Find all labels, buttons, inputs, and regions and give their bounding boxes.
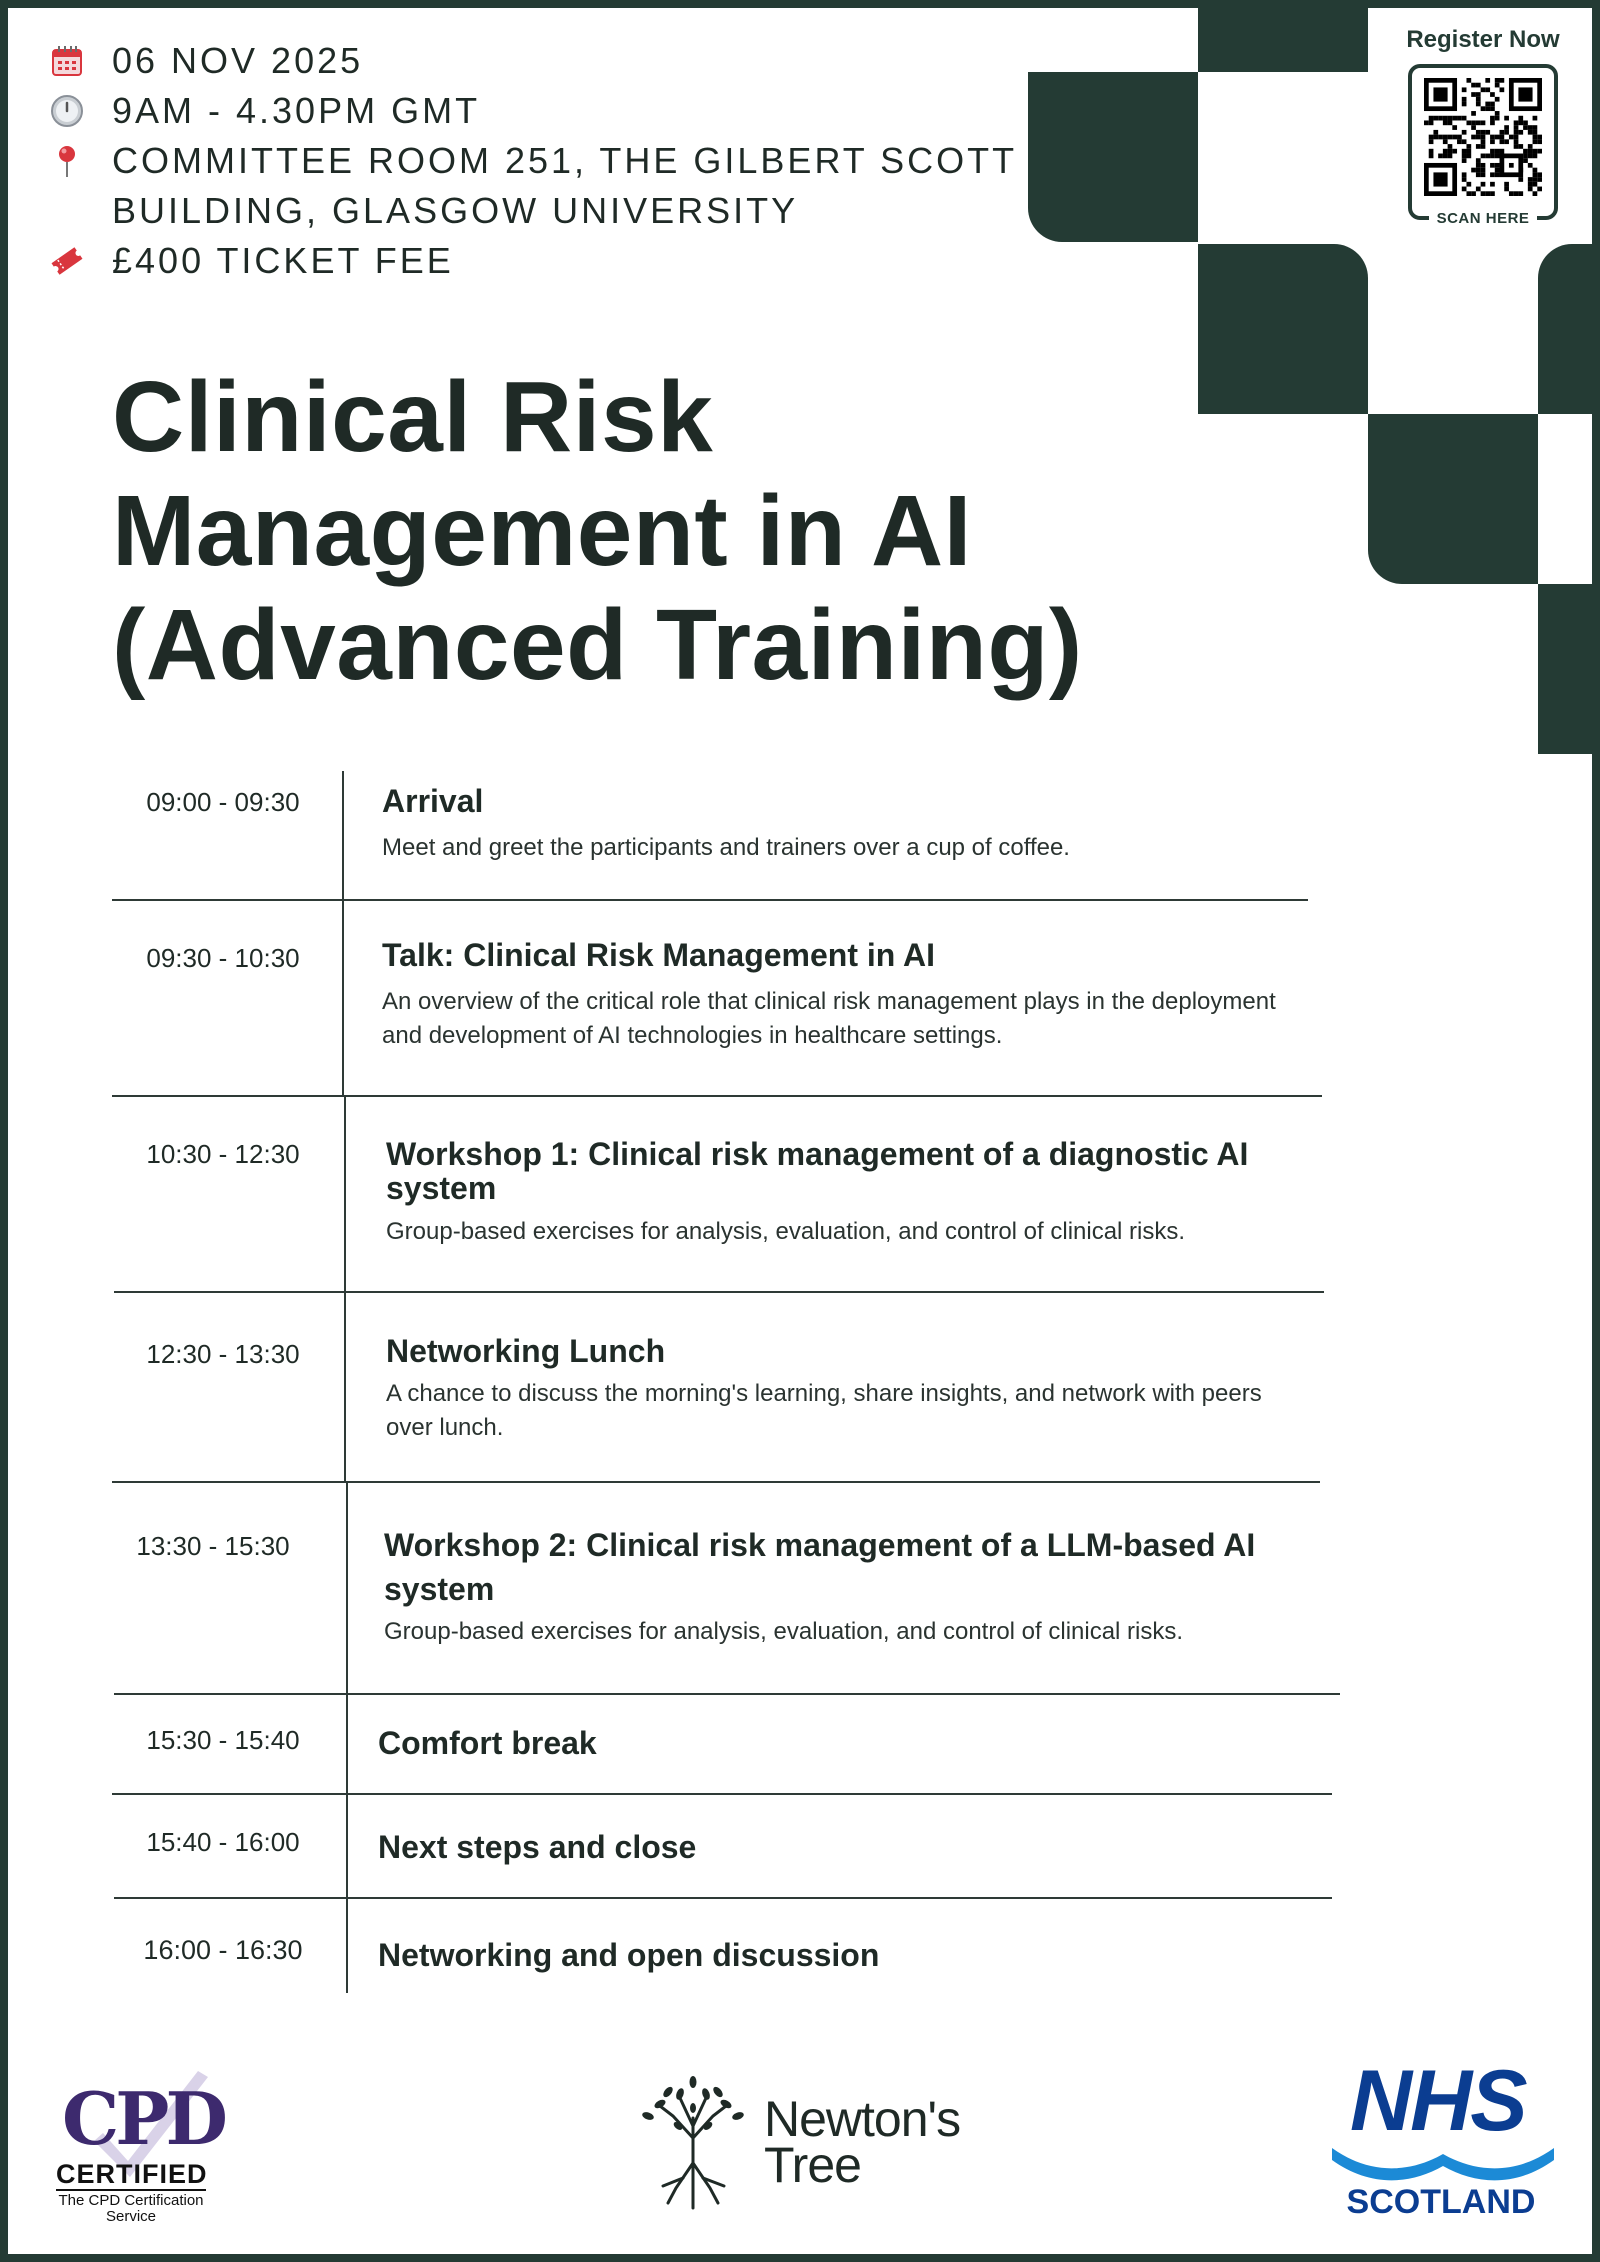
agenda-row <box>112 771 1342 901</box>
event-location-line2: BUILDING, GLASGOW UNIVERSITY <box>112 190 799 231</box>
newtons-tree-logo <box>638 2068 978 2218</box>
agenda-desc: Meet and greet the participants and trainers over a cup of coffee. <box>382 834 1070 861</box>
agenda-time: 15:40 - 16:00 <box>146 1827 300 1857</box>
agenda-row <box>112 1795 1342 1899</box>
agenda-time: 16:00 - 16:30 <box>143 1935 303 1965</box>
event-date: 06 NOV 2025 <box>112 40 364 81</box>
register-block[interactable] <box>1376 26 1590 227</box>
agenda-title: Comfort break <box>378 1725 597 1761</box>
title-line-2: Management in AI <box>112 475 972 587</box>
agenda-row <box>112 1695 1342 1795</box>
agenda-row <box>112 1899 1342 1993</box>
agenda-time: 09:00 - 09:30 <box>146 787 300 817</box>
nhs-scotland-text: SCOTLAND <box>1346 2183 1536 2221</box>
cpd-mark: CPD <box>62 2076 224 2161</box>
nhs-mark: NHS <box>1350 2053 1526 2149</box>
agenda-desc: Group-based exercises for analysis, evaluation, and control of clinical risks. <box>384 1618 1184 1645</box>
newtons-tree-line1: Newton's <box>764 2091 961 2147</box>
event-fee: £400 TICKET FEE <box>112 240 454 281</box>
agenda-time: 10:30 - 12:30 <box>146 1139 300 1169</box>
scan-here-label: SCAN HERE <box>1429 210 1537 227</box>
qr-code-icon <box>1424 78 1542 196</box>
clock-icon <box>50 94 84 128</box>
agenda-title: Workshop 2: Clinical risk management of a LLM-based AI system <box>384 1527 1256 1607</box>
register-now-label: Register Now <box>1406 26 1560 53</box>
agenda-time: 15:30 - 15:40 <box>146 1725 300 1755</box>
cpd-certified-text: CERTIFIED <box>56 2159 208 2189</box>
event-time: 9AM - 4.30PM GMT <box>112 90 481 131</box>
agenda-title: Networking and open discussion <box>378 1937 880 1973</box>
agenda-desc: Group-based exercises for analysis, evaluation, and control of clinical risks. <box>386 1218 1186 1245</box>
agenda-title: Next steps and close <box>378 1829 697 1865</box>
cpd-certified-logo <box>48 2063 228 2223</box>
cpd-caption-line1: The CPD Certification <box>58 2192 204 2209</box>
page-title <box>112 360 1083 702</box>
agenda-title: Talk: Clinical Risk Management in AI <box>382 937 936 973</box>
agenda-table <box>112 771 1342 1993</box>
agenda-title: Networking Lunch <box>386 1333 666 1369</box>
calendar-icon <box>50 44 84 78</box>
agenda-title: Arrival <box>382 783 484 819</box>
agenda-row <box>112 1293 1342 1483</box>
title-line-1: Clinical Risk <box>112 361 714 473</box>
location-pin-icon <box>50 144 84 178</box>
agenda-title: Workshop 1: Clinical risk management of a diagnostic AI system <box>386 1136 1249 1206</box>
ticket-icon <box>50 244 84 278</box>
agenda-row <box>112 1483 1342 1695</box>
agenda-desc: An overview of the critical role that clinical risk management plays in the deployment and development of AI technologies in healthcare settings. <box>382 988 1276 1049</box>
agenda-time: 13:30 - 15:30 <box>136 1531 290 1561</box>
agenda-desc: A chance to discuss the morning's learning, share insights, and network with peers over lunch. <box>386 1380 1262 1441</box>
agenda-row <box>112 1097 1342 1293</box>
newtons-tree-line2: Tree <box>764 2137 861 2193</box>
agenda-time: 12:30 - 13:30 <box>146 1339 300 1369</box>
title-line-3: (Advanced Training) <box>112 589 1083 701</box>
qr-code-frame[interactable] <box>1408 64 1558 227</box>
event-location-line1: COMMITTEE ROOM 251, THE GILBERT SCOTT <box>112 140 1018 181</box>
agenda-time: 09:30 - 10:30 <box>146 943 300 973</box>
nhs-wave-icon <box>1328 2130 1558 2190</box>
agenda-row <box>112 901 1342 1097</box>
cpd-caption-line2: Service <box>105 2208 157 2225</box>
tree-icon <box>638 2068 748 2218</box>
nhs-scotland-logo <box>1328 2053 1558 2224</box>
